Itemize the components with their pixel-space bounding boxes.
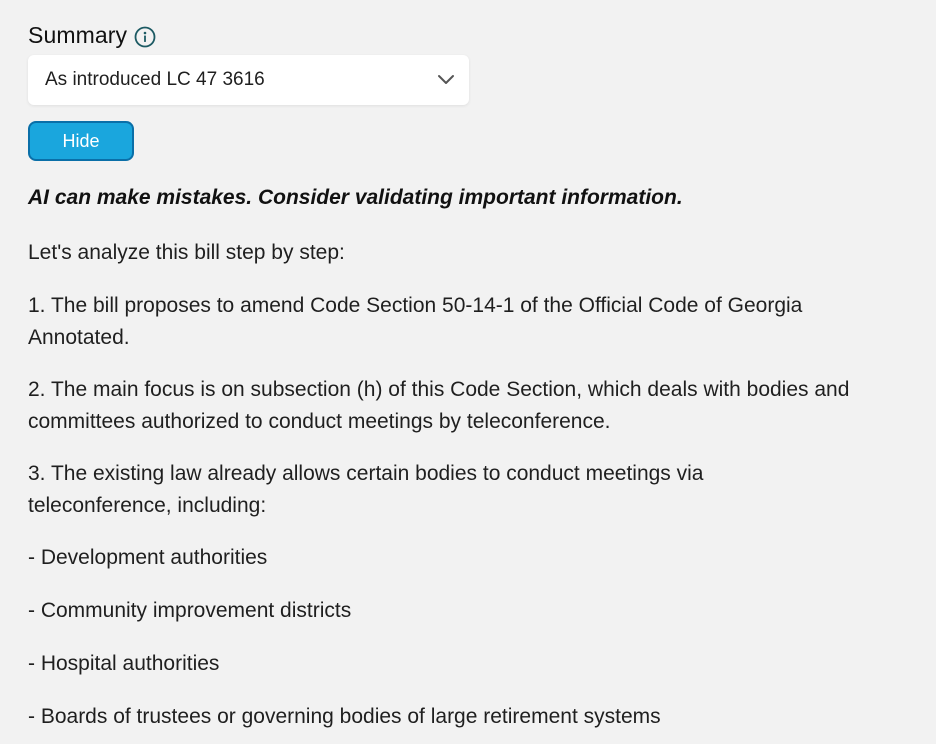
analysis-step-1: 1. The bill proposes to amend Code Section 50-14-1 of the Official Code of Georgia Annotated. xyxy=(28,294,803,349)
list-item: - Development authorities xyxy=(28,546,268,569)
analysis-step-3: 3. The existing law already allows certain bodies to conduct meetings via teleconference, including: xyxy=(28,462,704,517)
summary-header xyxy=(28,18,157,52)
ai-disclaimer: AI can make mistakes. Consider validating important information. xyxy=(28,186,683,209)
version-select-value: As introduced LC 47 3616 xyxy=(45,69,265,90)
hide-button[interactable]: Hide xyxy=(28,121,134,161)
analysis-step-2: 2. The main focus is on subsection (h) of this Code Section, which deals with bodies and committees authorized to conduct meetings by teleconference. xyxy=(28,378,850,433)
chevron-down-icon xyxy=(437,72,455,86)
list-item: - Hospital authorities xyxy=(28,652,220,675)
list-item: - Boards of trustees or governing bodies of large retirement systems xyxy=(28,705,661,728)
info-icon[interactable] xyxy=(133,25,157,49)
list-item: - Community improvement districts xyxy=(28,599,352,622)
analysis-intro: Let's analyze this bill step by step: xyxy=(28,241,345,264)
version-select[interactable] xyxy=(28,55,469,105)
summary-title: Summary xyxy=(28,21,128,48)
